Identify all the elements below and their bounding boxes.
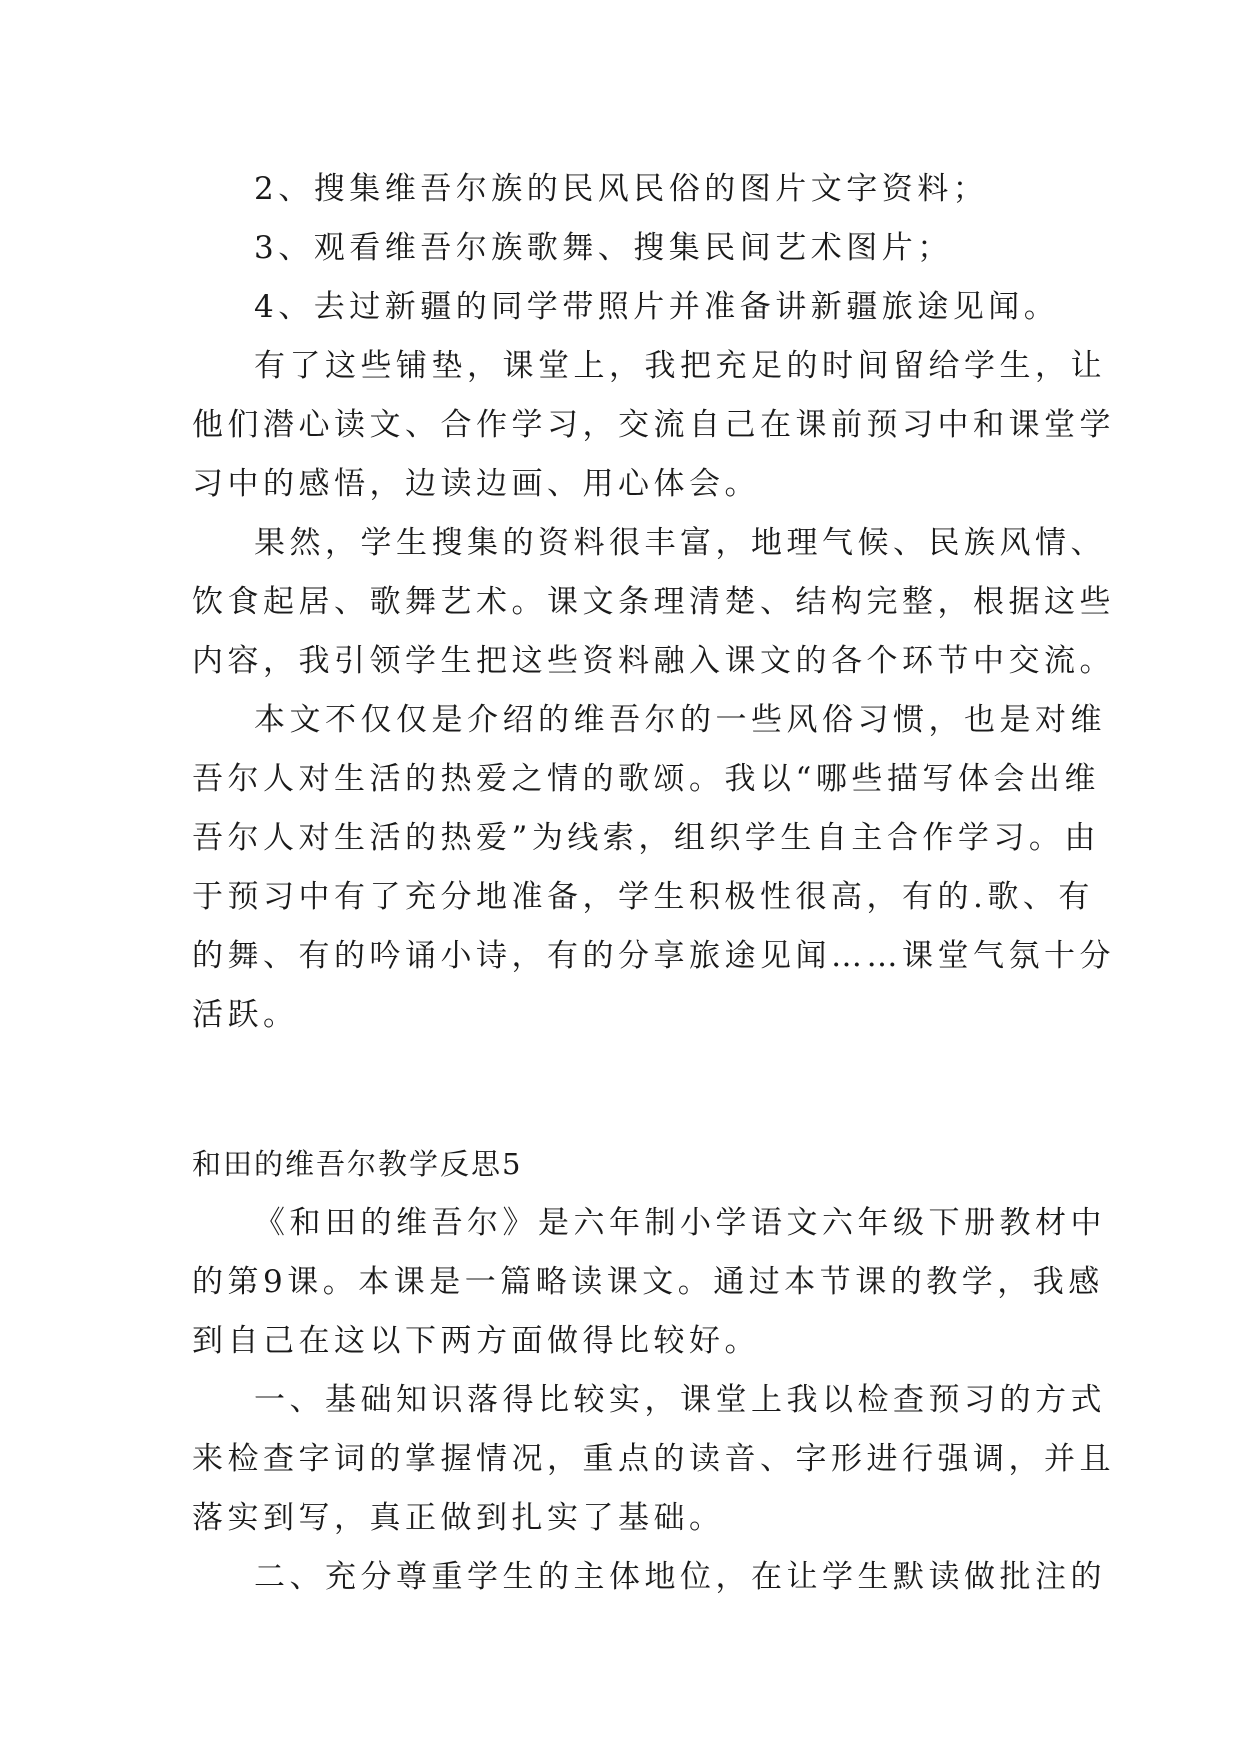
section-spacer xyxy=(192,1045,1072,1135)
paragraph xyxy=(192,691,1115,1045)
paragraph-line: 吾尔人对生活的热爱”为线索，组织学生自主合作学习。由 xyxy=(192,820,1100,856)
paragraph-line: 的第9课。本课是一篇略读课文。通过本节课的教学，我感 xyxy=(192,1264,1104,1300)
paragraph-line: 的舞、有的吟诵小诗，有的分享旅途见闻……课堂气氛十分 xyxy=(192,938,1115,974)
paragraph xyxy=(192,1194,1106,1371)
paragraph-line: 于预习中有了充分地准备，学生积极性很高，有的.歌、有 xyxy=(192,879,1094,915)
paragraph xyxy=(192,1548,1106,1607)
paragraph-line: 有了这些铺垫，课堂上，我把充足的时间留给学生，让 xyxy=(254,348,1106,384)
paragraph-line: 二、充分尊重学生的主体地位，在让学生默读做批注的 xyxy=(254,1559,1106,1595)
paragraph-line: 来检查字词的掌握情况，重点的读音、字形进行强调，并且 xyxy=(192,1441,1115,1477)
paragraph-line: 吾尔人对生活的热爱之情的歌颂。我以“哪些描写体会出维 xyxy=(192,761,1100,797)
list-item: 4、去过新疆的同学带照片并准备讲新疆旅途见闻。 xyxy=(254,289,1060,325)
paragraph-line: 《和田的维吾尔》是六年制小学语文六年级下册教材中 xyxy=(254,1205,1106,1241)
paragraph-line: 落实到写，真正做到扎实了基础。 xyxy=(192,1500,725,1536)
list-item: 3、观看维吾尔族歌舞、搜集民间艺术图片； xyxy=(254,230,953,266)
document-body xyxy=(192,160,1115,1607)
section-heading: 和田的维吾尔教学反思5 xyxy=(192,1147,523,1181)
paragraph-line: 活跃。 xyxy=(192,997,299,1033)
list-item: 2、搜集维吾尔族的民风民俗的图片文字资料； xyxy=(254,171,989,207)
paragraph-line: 一、基础知识落得比较实，课堂上我以检查预习的方式 xyxy=(254,1382,1106,1418)
paragraph-line: 他们潜心读文、合作学习，交流自己在课前预习中和课堂学 xyxy=(192,407,1115,443)
paragraph xyxy=(192,337,1115,514)
preparation-list xyxy=(192,160,1072,337)
paragraph-line: 饮食起居、歌舞艺术。课文条理清楚、结构完整，根据这些 xyxy=(192,584,1115,620)
paragraph-line: 习中的感悟，边读边画、用心体会。 xyxy=(192,466,760,502)
paragraph-line: 到自己在这以下两方面做得比较好。 xyxy=(192,1323,760,1359)
paragraph xyxy=(192,514,1115,691)
paragraph-line: 本文不仅仅是介绍的维吾尔的一些风俗习惯，也是对维 xyxy=(254,702,1106,738)
paragraph-line: 果然，学生搜集的资料很丰富，地理气候、民族风情、 xyxy=(254,525,1106,561)
paragraph xyxy=(192,1371,1115,1548)
paragraph-line: 内容，我引领学生把这些资料融入课文的各个环节中交流。 xyxy=(192,643,1115,679)
